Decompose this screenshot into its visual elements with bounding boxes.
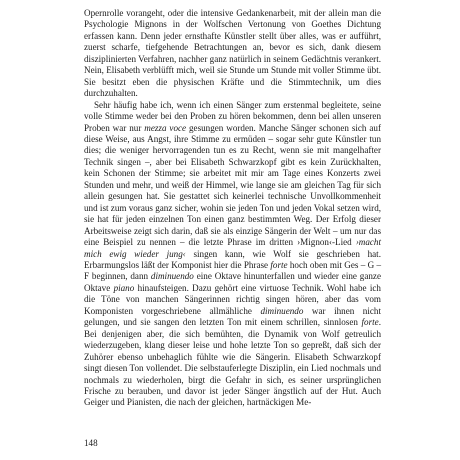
italic-term: diminuendo <box>150 271 194 282</box>
page-number: 148 <box>84 438 98 448</box>
paragraph-1 <box>84 8 381 100</box>
text-segment: singen kann, wie Wolf sie geschrieben hat. Erbarmungslos läßt der Komponist hier die Phrase <box>84 248 381 270</box>
text-segment: Opernrolle vorangeht, oder die intensive Gedankenarbeit, mit der allein man die Psychologie Mignons in der Wolfschen Vertonung von Goethes Dichtung erfassen kann. Denn jeder ernsthafte Künstler stellt über alles, was er aufführt, zuerst scharfe, tiefgehende Betrachtungen an, bevor es sich, dank diesem disziplinierten Verfahren, nachher ganz natürlich in seinem Gedächtnis verankert. Nein, Elisabeth verblüfft mich, weil sie Stunde um Stunde mit voller Stimme übt. Sie besitzt eben die physischen Kräfte und die Stimmtechnik, um dies durchzuhalten. <box>84 8 381 99</box>
text-segment: hinaufsteigen. Dazu gehört eine virtuose Technik. Wohl habe ich die Töne von manchen Sängerinnen richtig singen hören, aber das vom Komponisten vorgeschriebene allmähliche <box>84 282 381 316</box>
text-segment: gesungen worden. Manche Sänger schonen sich auf diese Weise, aus Angst, ihre Stimme zu ermüden – sogar sehr gute Künstler tun dies; die weniger hervorragenden tun es zu Recht, wenn sie mit mangelhafter Technik singen –, aber bei Elisabeth Schwarzkopf gibt es kein Zurückhalten, kein Schonen der Stimme; sie arbeitet mit mir am Tage eines Konzerts zwei Stunden und mehr, und weiß der Himmel, wie lange sie am gleichen Tag für sich allein gesungen hat. Sie gestattet sich keinerlei technische Unvollkommenheit und ist zum voraus ganz sicher, wohin sie jeden Ton und jeden Vokal setzen wird, sie hat für jeden einzelnen Ton einen ganz bestimmten Weg. Der Erfolg dieser Arbeitsweise zeigt sich darin, daß sie als einzige Sängerin der Welt – um nur das eine Beispiel zu nennen – die letzte Phrase im dritten ›Mignon‹-Lied <box>84 122 382 248</box>
text-segment: Sehr häufig habe ich, wenn ich einen Sänger zum erstenmal begleitete, seine volle Stimme weder bei den Proben zu hören bekommen, denn bei allen unseren Proben war nur <box>84 99 381 133</box>
italic-term: ›macht mich ewig wieder jung‹ <box>84 237 381 259</box>
text-segment: . Bei denjenigen aber, die sich bemühten, die Dynamik von Wolf getreulich wiederzugeben, klang dieser leise und hohe letzte Ton so gepreßt, daß sich der Zuhörer ebenso unbehaglich fühlte wie die Sängerin. Elisabeth Schwarzkopf singt diesen Ton vollendet. Die selbstauferlegte Disziplin, ein Lied nochmals und nochmals zu wiederholen, birgt die Gefahr in sich, es seiner ursprünglichen Frische zu berauben, und davor ist jeder Sänger ängstlich auf der Hut. Auch Geiger und Pianisten, die nach der gleichen, hartnäckigen Me- <box>84 317 381 408</box>
italic-term: mezza voce <box>144 122 187 133</box>
book-page <box>84 8 381 456</box>
italic-term: piano <box>113 282 135 293</box>
text-segment: war ihnen nicht gelungen, und sie sangen den letzten Ton mit einem schrillen, sinnlosen <box>84 305 381 328</box>
italic-term: forte <box>361 317 379 328</box>
paragraph-2 <box>84 100 381 409</box>
text-segment: hoch oben mit Ges – G – F beginnen, dann <box>84 259 381 282</box>
italic-term: diminuendo <box>260 305 304 316</box>
text-segment: eine Oktave hinunterfallen und wieder eine ganze Oktave <box>84 271 381 293</box>
italic-term: forte <box>270 259 288 270</box>
body-text <box>84 8 381 409</box>
